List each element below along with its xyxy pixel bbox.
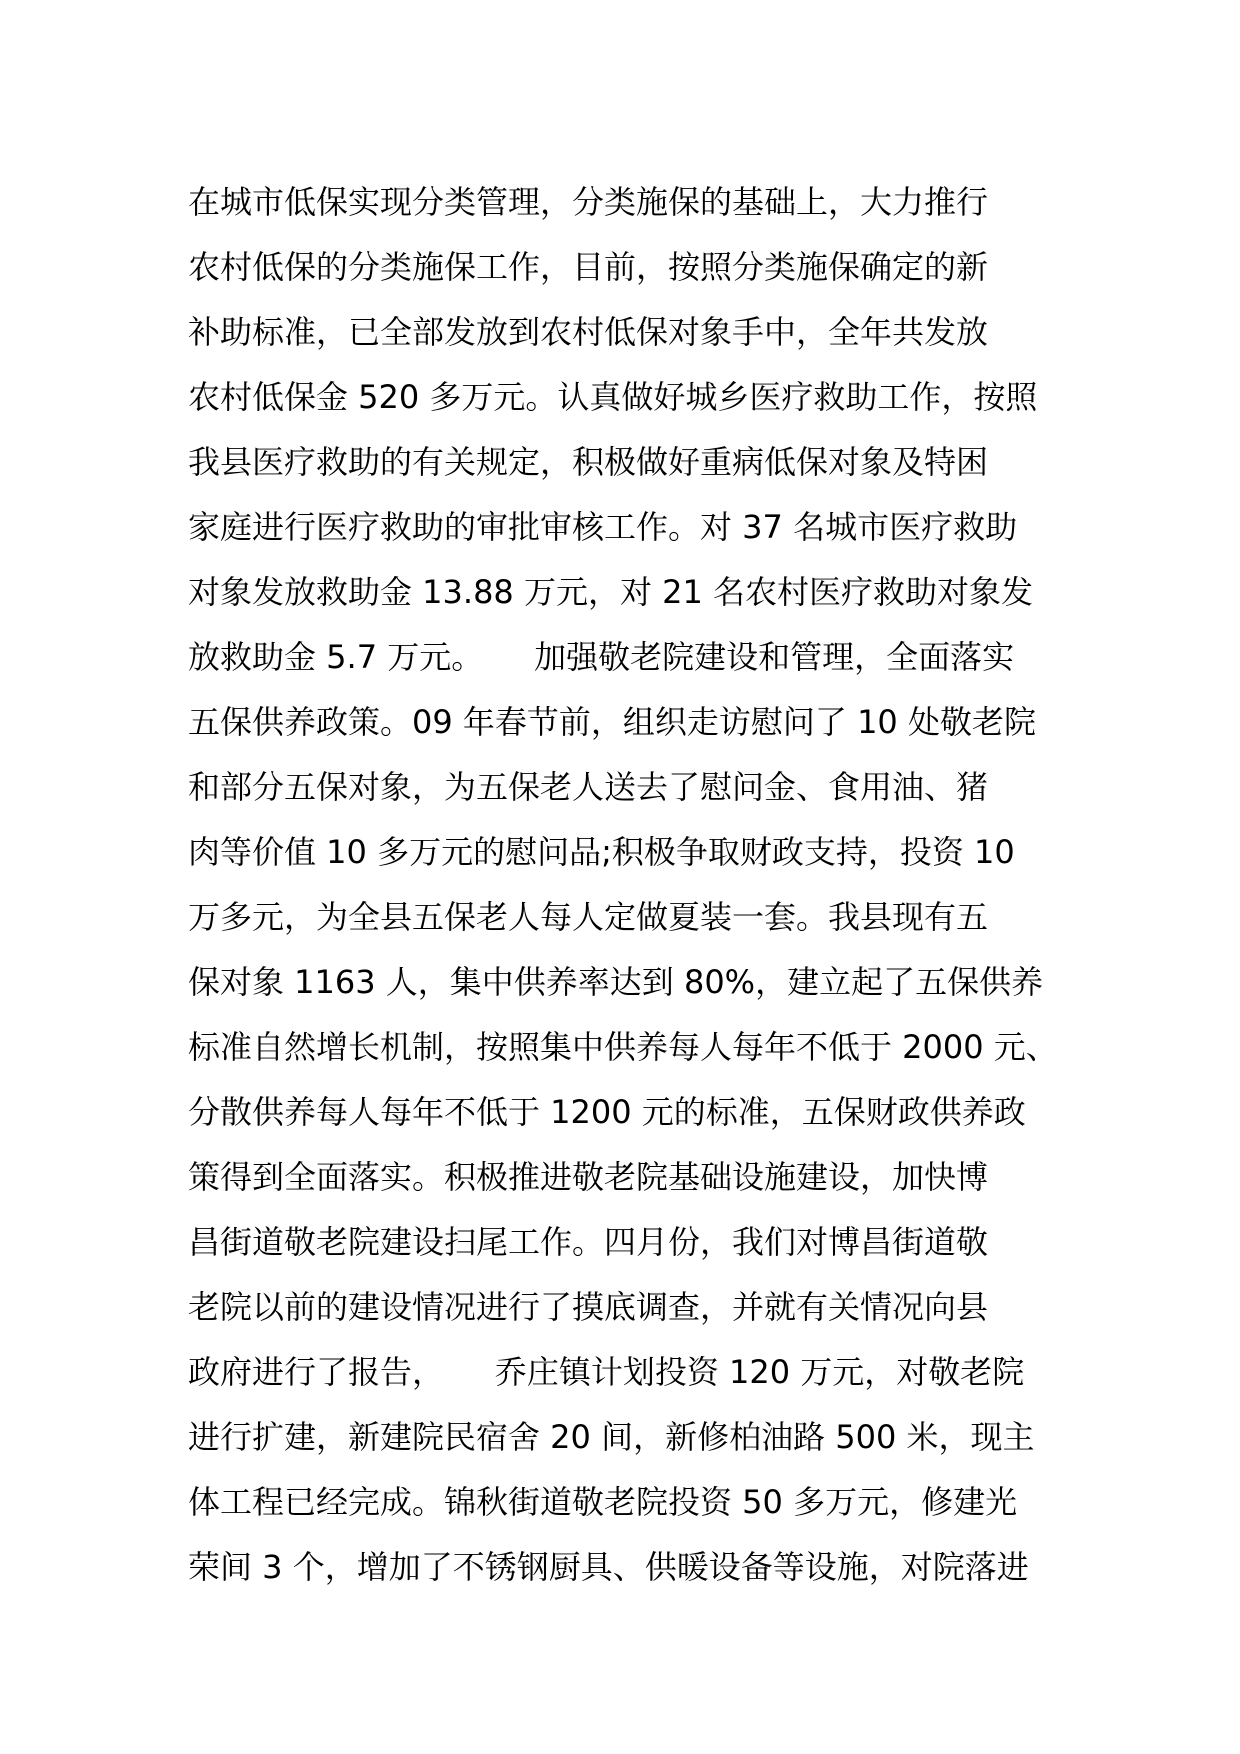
text-line: 标准自然增长机制，按照集中供养每人每年不低于 2000 元、 [188,1028,1058,1066]
text-line: 补助标准，已全部发放到农村低保对象手中，全年共发放 [188,313,989,351]
text-line: 老院以前的建设情况进行了摸底调查，并就有关情况向县 [188,1288,989,1326]
text-line: 保对象 1163 人，集中供养率达到 80%，建立起了五保供养 [188,963,1044,1001]
text-line: 和部分五保对象，为五保老人送去了慰问金、食用油、猪 [188,768,989,806]
text-line: 农村低保金 520 多万元。认真做好城乡医疗救助工作，按照 [188,378,1038,416]
text-line: 五保供养政策。09 年春节前，组织走访慰问了 10 处敬老院 [188,703,1036,741]
text-line: 家庭进行医疗救助的审批审核工作。对 37 名城市医疗救助 [188,508,1018,546]
text-line: 昌街道敬老院建设扫尾工作。四月份，我们对博昌街道敬 [188,1223,989,1261]
text-line: 荣间 3 个，增加了不锈钢厨具、供暖设备等设施，对院落进 [188,1548,1029,1586]
text-line: 进行扩建，新建院民宿舍 20 间，新修柏油路 500 米，现主 [188,1418,1035,1456]
text-line: 策得到全面落实。积极推进敬老院基础设施建设，加快博 [188,1158,989,1196]
text-line: 对象发放救助金 13.88 万元，对 21 名农村医疗救助对象发 [188,573,1034,611]
text-line: 万多元，为全县五保老人每人定做夏装一套。我县现有五 [188,898,989,936]
text-line: 在城市低保实现分类管理，分类施保的基础上，大力推行 [188,183,989,221]
text-line: 体工程已经完成。锦秋街道敬老院投资 50 多万元，修建光 [188,1483,1018,1521]
body-text [188,170,1068,1600]
text-line: 放救助金 5.7 万元。 加强敬老院建设和管理，全面落实 [188,638,1015,676]
text-line: 政府进行了报告， 乔庄镇计划投资 120 万元，对敬老院 [188,1353,1025,1391]
text-line: 我县医疗救助的有关规定，积极做好重病低保对象及特困 [188,443,989,481]
text-line: 农村低保的分类施保工作，目前，按照分类施保确定的新 [188,248,989,286]
text-line: 肉等价值 10 多万元的慰问品;积极争取财政支持，投资 10 [188,833,1015,871]
text-line: 分散供养每人每年不低于 1200 元的标准，五保财政供养政 [188,1093,1026,1131]
